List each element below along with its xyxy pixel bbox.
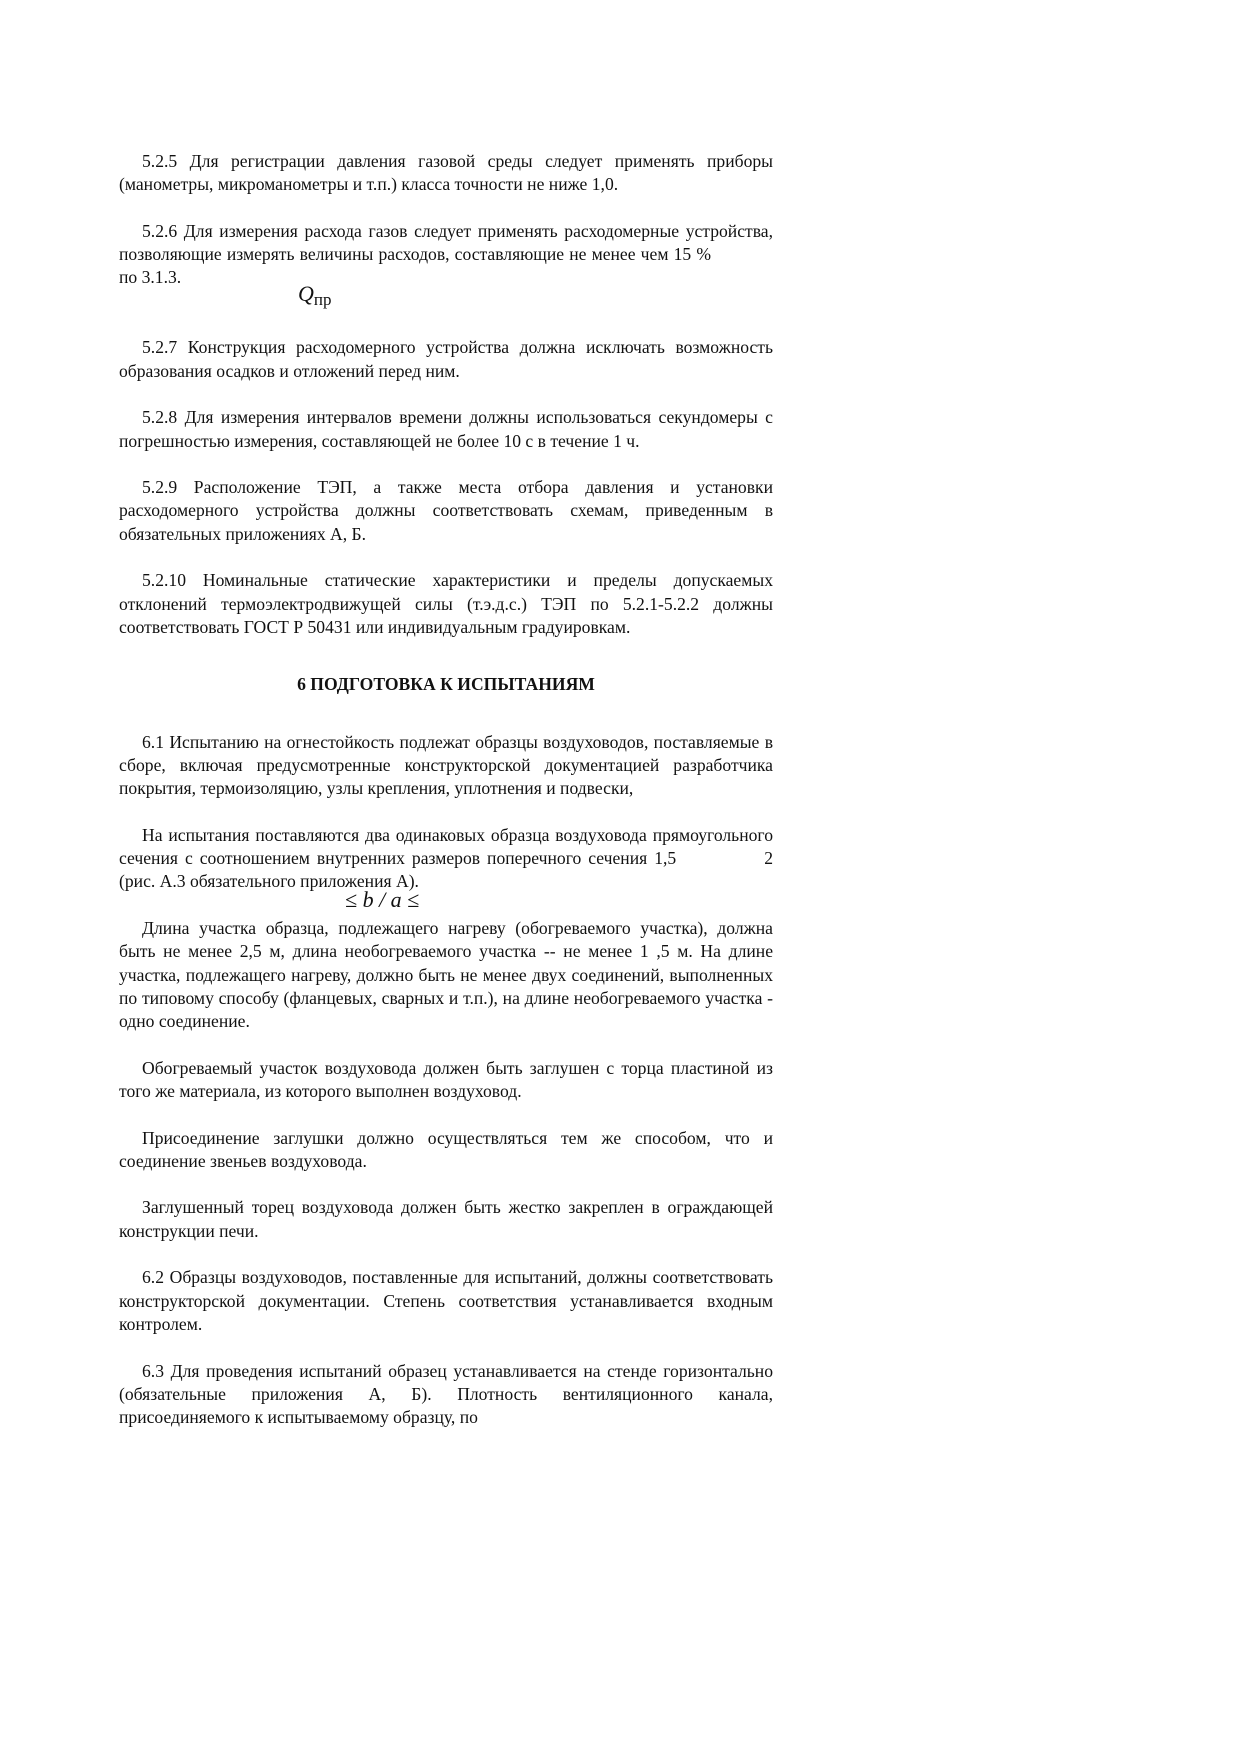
paragraph-6-1-e: Присоединение заглушки должно осуществляться тем же способом, что и соединение звеньев воздуховода.: [119, 1127, 773, 1171]
paragraph-6-1-f: Заглушенный торец воздуховода должен быть жестко закреплен в ограждающей конструкции печи.: [119, 1197, 773, 1241]
formula-q-symbol: Q: [298, 280, 314, 306]
paragraph-5-2-10: 5.2.10 Номинальные статические характеристики и пределы допускаемых отклонений термоэлектродвижущей силы (т.э.д.с.) ТЭП по 5.2.1-5.2.2 должны соответствовать ГОСТ Р 50431 или индивидуальным градуировкам.: [119, 570, 773, 637]
paragraph-6-1-b: [119, 824, 773, 894]
paragraph-5-2-6-block: [119, 220, 773, 309]
paragraph-6-1: 6.1 Испытанию на огнестойкость подлежат образцы воздуховодов, поставляемые в сборе, включая предусмотренные конструкторской документацией разработчика покрытия, термоизоляцию, узлы крепления, уплотнения и подвески,: [119, 731, 773, 799]
paragraph-5-2-8: 5.2.8 Для измерения интервалов времени должны использоваться секундомеры с погрешностью измерения, составляющей не более 10 с в течение 1 ч.: [119, 407, 773, 451]
paragraph-5-2-6-tail: по 3.1.3.: [119, 267, 182, 288]
paragraph-5-2-6: [119, 220, 773, 290]
paragraph-6-1-c: Длина участка образца, подлежащего нагреву (обогреваемого участка), должна быть не менее 2,5 м, длина необогреваемого участка -- не менее 1 ,5 м. На длине участка, подлежащего нагреву, должно быть не менее двух соединений, выполненных по типовому способу (фланцевых, сварных и т.п.), на длине необогреваемого участка - одно соединение.: [119, 917, 773, 1032]
paragraph-6-1-b-text: На испытания поставляются два одинаковых образца воздуховода прямоугольного сечения с соотношением внутренних размеров поперечного сечения 1,5: [119, 824, 773, 869]
paragraph-6-1-d: Обогреваемый участок воздуховода должен быть заглушен с торца пластиной из того же материала, из которого выполнен воздуховод.: [119, 1057, 773, 1101]
paragraph-6-1-b-tail: 2 (рис. А.3 обязательного приложения А).: [119, 848, 773, 892]
paragraph-5-2-5: 5.2.5 Для регистрации давления газовой среды следует применять приборы (манометры, микроманометры и т.п.) класса точности не ниже 1,0.: [119, 151, 773, 195]
section-heading-6: 6 ПОДГОТОВКА К ИСПЫТАНИЯМ: [297, 674, 595, 695]
formula-ratio-b-a: ≤ b / a ≤: [345, 886, 420, 912]
formula-q-pr: [298, 282, 332, 312]
paragraph-6-3: 6.3 Для проведения испытаний образец устанавливается на стенде горизонтально (обязательные приложения А, Б). Плотность вентиляционного канала, присоединяемого к испытываемому образцу, по: [119, 1360, 773, 1428]
paragraph-5-2-6-text: 5.2.6 Для измерения расхода газов следует применять расходомерные устройства, позволяющие измерять величины расходов, составляющие не менее чем 15 %: [119, 220, 773, 265]
document-page: [119, 150, 773, 1453]
paragraph-5-2-7: 5.2.7 Конструкция расходомерного устройства должна исключать возможность образования осадков и отложений перед ним.: [119, 337, 773, 381]
paragraph-6-1-b-block: [119, 824, 773, 912]
paragraph-6-2: 6.2 Образцы воздуховодов, поставленные для испытаний, должны соответствовать конструкторской документации. Степень соответствия устанавливается входным контролем.: [119, 1267, 773, 1334]
formula-q-subscript: пр: [313, 289, 332, 309]
paragraph-5-2-9: 5.2.9 Расположение ТЭП, а также места отбора давления и установки расходомерного устройства должны соответствовать схемам, приведенным в обязательных приложениях А, Б.: [119, 477, 773, 544]
